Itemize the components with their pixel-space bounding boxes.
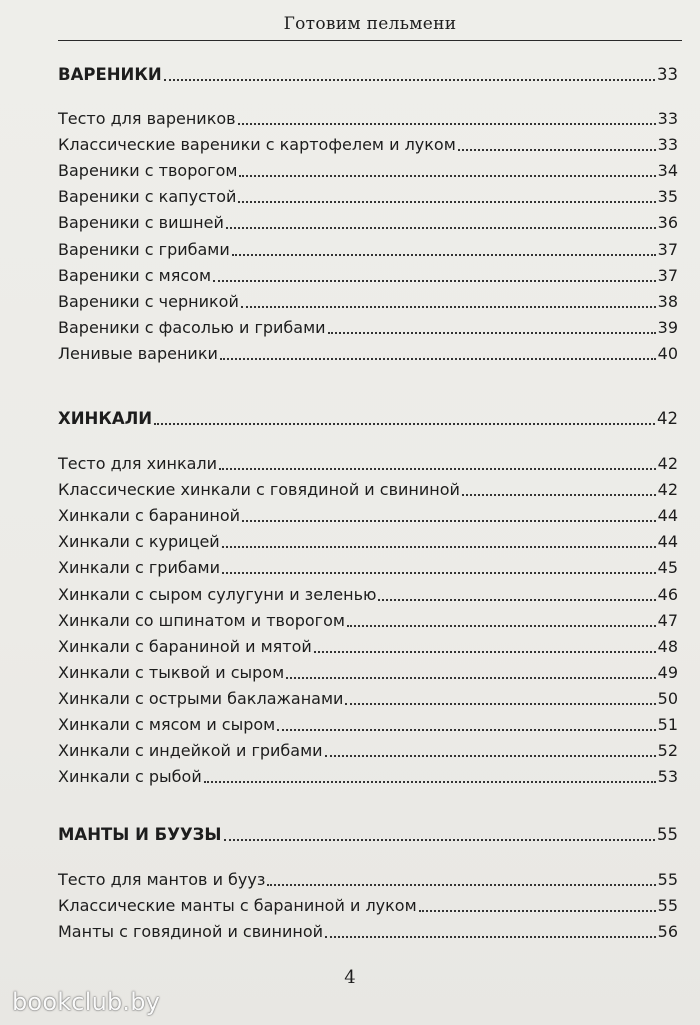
entry-page-number: 50 (657, 688, 678, 708)
page-number: 4 (344, 967, 356, 988)
dot-leader (224, 839, 656, 841)
entry-page-number: 34 (657, 161, 678, 181)
watermark: bookclub.by (12, 988, 161, 1016)
entry-page-number: 51 (657, 715, 678, 734)
entry-page-number: 37 (657, 239, 678, 259)
entry-page-number: 33 (657, 109, 678, 128)
entry-title: Вареники с мясом (58, 265, 212, 285)
dot-leader (286, 677, 656, 679)
dot-leader (378, 599, 655, 601)
dot-leader (222, 572, 656, 574)
entry-page-number: 42 (657, 454, 678, 473)
toc-entry[interactable] (58, 289, 678, 313)
toc-entry[interactable] (58, 712, 678, 736)
entry-page-number: 44 (657, 506, 678, 526)
entry-title: Вареники с грибами (58, 239, 230, 259)
dot-leader (204, 781, 656, 783)
section-page-number: 42 (657, 409, 678, 428)
section-title: МАНТЫ И БУУЗЫ (58, 825, 222, 844)
dot-leader (154, 423, 655, 425)
toc-entry[interactable] (58, 686, 678, 710)
entry-title: Хинкали с тыквой и сыром (58, 662, 285, 682)
entry-page-number: 38 (657, 291, 678, 311)
entry-title: Вареники с черникой (58, 291, 239, 311)
toc-entry[interactable] (58, 634, 678, 658)
entry-title: Хинкали с курицей (58, 532, 220, 552)
toc-entry[interactable] (58, 919, 678, 943)
entry-title: Хинкали со шпинатом и творогом (58, 610, 345, 630)
dot-leader (238, 201, 655, 203)
toc-entry[interactable] (58, 263, 678, 287)
dot-leader (462, 494, 656, 496)
entry-page-number: 37 (657, 265, 678, 285)
entry-title: Хинкали с грибами (58, 558, 220, 578)
entry-title: Вареники с творогом (58, 161, 238, 181)
entry-page-number: 36 (657, 213, 678, 233)
dot-leader (347, 625, 656, 627)
toc-entry[interactable] (58, 210, 678, 234)
dot-leader (232, 254, 656, 256)
entry-page-number: 56 (657, 922, 678, 942)
entry-title: Тесто для вареников (58, 109, 236, 128)
entry-page-number: 42 (657, 480, 678, 500)
dot-leader (345, 703, 655, 705)
entry-title: Хинкали с рыбой (58, 767, 202, 787)
toc-section-heading[interactable] (58, 406, 678, 430)
entry-page-number: 35 (657, 187, 678, 207)
entry-title: Хинкали с мясом и сыром (58, 715, 276, 734)
toc-entry[interactable] (58, 582, 678, 606)
section-page-number: 55 (657, 825, 678, 844)
entry-page-number: 48 (657, 636, 678, 656)
entry-page-number: 44 (657, 532, 678, 552)
dot-leader (220, 358, 656, 360)
dot-leader (328, 332, 656, 334)
dot-leader (277, 729, 655, 731)
dot-leader (314, 651, 656, 653)
dot-leader (164, 79, 655, 81)
dot-leader (226, 227, 656, 229)
section-title: ХИНКАЛИ (58, 409, 153, 428)
dot-leader (242, 520, 656, 522)
entry-page-number: 47 (657, 610, 678, 630)
entry-page-number: 46 (657, 584, 678, 604)
dot-leader (325, 755, 656, 757)
entry-title: Манты с говядиной и свининой (58, 922, 324, 942)
toc-entry[interactable] (58, 158, 678, 182)
entry-title: Тесто для хинкали (58, 454, 218, 473)
entry-page-number: 49 (657, 662, 678, 682)
entry-page-number: 40 (657, 343, 678, 363)
entry-title: Хинкали с индейкой и грибами (58, 741, 323, 761)
entry-title: Вареники с фасолью и грибами (58, 317, 326, 337)
entry-page-number: 55 (657, 896, 678, 916)
entry-page-number: 45 (657, 558, 678, 578)
entry-title: Хинкали с сыром сулугуни и зеленью (58, 584, 377, 604)
running-head: Готовим пельмени (283, 14, 457, 34)
toc-entry[interactable] (58, 893, 678, 917)
dot-leader (238, 123, 656, 125)
dot-leader (222, 546, 656, 548)
entry-title: Ленивые вареники (58, 343, 218, 363)
toc-entry[interactable] (58, 608, 678, 632)
entry-page-number: 52 (657, 741, 678, 761)
toc-entry[interactable] (58, 503, 678, 527)
toc-entry[interactable] (58, 106, 678, 130)
entry-title: Вареники с капустой (58, 187, 237, 207)
toc-entry[interactable] (58, 738, 678, 762)
toc-entry[interactable] (58, 867, 678, 891)
toc-entry[interactable] (58, 132, 678, 156)
entry-title: Хинкали с острыми баклажанами (58, 688, 344, 708)
entry-title: Хинкали с бараниной (58, 506, 241, 526)
section-page-number: 33 (657, 65, 678, 84)
toc-entry[interactable] (58, 555, 678, 579)
toc-entry[interactable] (58, 315, 678, 339)
toc-entry[interactable] (58, 477, 678, 501)
entry-title: Вареники с вишней (58, 213, 224, 233)
toc-section-heading[interactable] (58, 822, 678, 846)
dot-leader (241, 306, 656, 308)
entry-page-number: 55 (657, 870, 678, 889)
toc-entry[interactable] (58, 764, 678, 788)
toc-entry[interactable] (58, 237, 678, 261)
toc-entry[interactable] (58, 451, 678, 475)
section-title: ВАРЕНИКИ (58, 65, 162, 84)
dot-leader (419, 910, 656, 912)
entry-title: Тесто для мантов и бууз (58, 870, 266, 889)
toc-entry[interactable] (58, 184, 678, 208)
dot-leader (458, 149, 656, 151)
dot-leader (219, 468, 656, 470)
entry-title: Хинкали с бараниной и мятой (58, 636, 312, 656)
entry-title: Классические манты с бараниной и луком (58, 896, 417, 916)
toc-section-heading[interactable] (58, 62, 678, 86)
dot-leader (239, 175, 655, 177)
toc-entry[interactable] (58, 529, 678, 553)
dot-leader (267, 884, 655, 886)
toc-entry[interactable] (58, 660, 678, 684)
entry-page-number: 39 (657, 317, 678, 337)
toc-entry[interactable] (58, 341, 678, 365)
dot-leader (213, 280, 656, 282)
entry-page-number: 33 (657, 135, 678, 155)
entry-title: Классические вареники с картофелем и луком (58, 135, 456, 155)
entry-title: Классические хинкали с говядиной и свининой (58, 480, 460, 500)
entry-page-number: 53 (657, 767, 678, 787)
dot-leader (325, 936, 656, 938)
